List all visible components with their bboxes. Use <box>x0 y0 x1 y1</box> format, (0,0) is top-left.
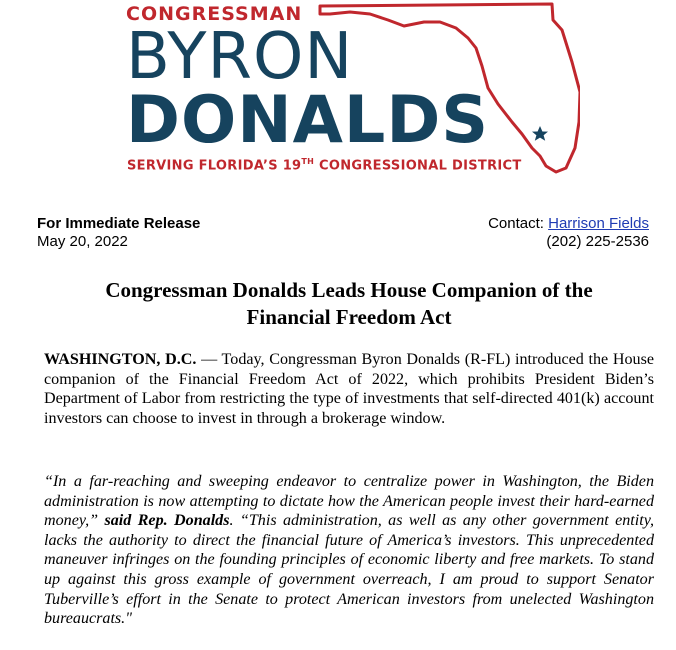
contact-name-link[interactable]: Harrison Fields <box>548 215 649 232</box>
letterhead-congressman: CONGRESSMAN <box>126 3 303 25</box>
headline-line-1: Congressman Donalds Leads House Companion of the <box>105 278 593 302</box>
intro-text: — Today, Congressman Byron Donalds (R-FL) introduced the House companion of the Financial Freedom Act of 2022, which prohibits President Biden’s Department of Labor from restricting the type of investments that self-directed 401(k) account investors can choose to invest in through a brokerage window. <box>44 351 654 427</box>
headline-line-2: Financial Freedom Act <box>246 305 452 329</box>
letterhead <box>0 0 676 190</box>
release-info <box>37 215 200 251</box>
attribution: said Rep. Donalds <box>98 512 230 530</box>
contact-info <box>488 215 649 251</box>
headline <box>40 277 658 331</box>
intro-paragraph <box>44 350 654 428</box>
release-label: For Immediate Release <box>37 215 201 232</box>
letterhead-district: SERVING FLORIDA’S 19TH CONGRESSIONAL DISTRICT <box>127 157 522 174</box>
quote-part-2: . “This administration, as well as any other government entity, lacks the authority to direct the financial future of America’s investors. This unprecedented maneuver infringes on the founding principles of economic liberty and free markets. To stand up against this gross example of government overreach, I am proud to support Senator Tuberville’s effort in the Senate to protect American investors from unelected Washington bureaucrats." <box>44 512 654 628</box>
star-icon <box>532 126 548 141</box>
release-date: May 20, 2022 <box>37 233 128 250</box>
letterhead-last-name: DONALDS <box>126 83 490 158</box>
contact-label: Contact: <box>488 215 549 232</box>
dateline: WASHINGTON, D.C. <box>44 351 197 368</box>
contact-phone: (202) 225-2536 <box>546 233 649 250</box>
quote-paragraph <box>44 472 654 629</box>
quote-part-1: “In a far-reaching and sweeping endeavor to centralize power in Washington, the Biden administration is now attempting to dictate how the American people invest their hard-earned money,” <box>44 473 654 530</box>
letterhead-first-name: BYRON <box>126 20 354 94</box>
